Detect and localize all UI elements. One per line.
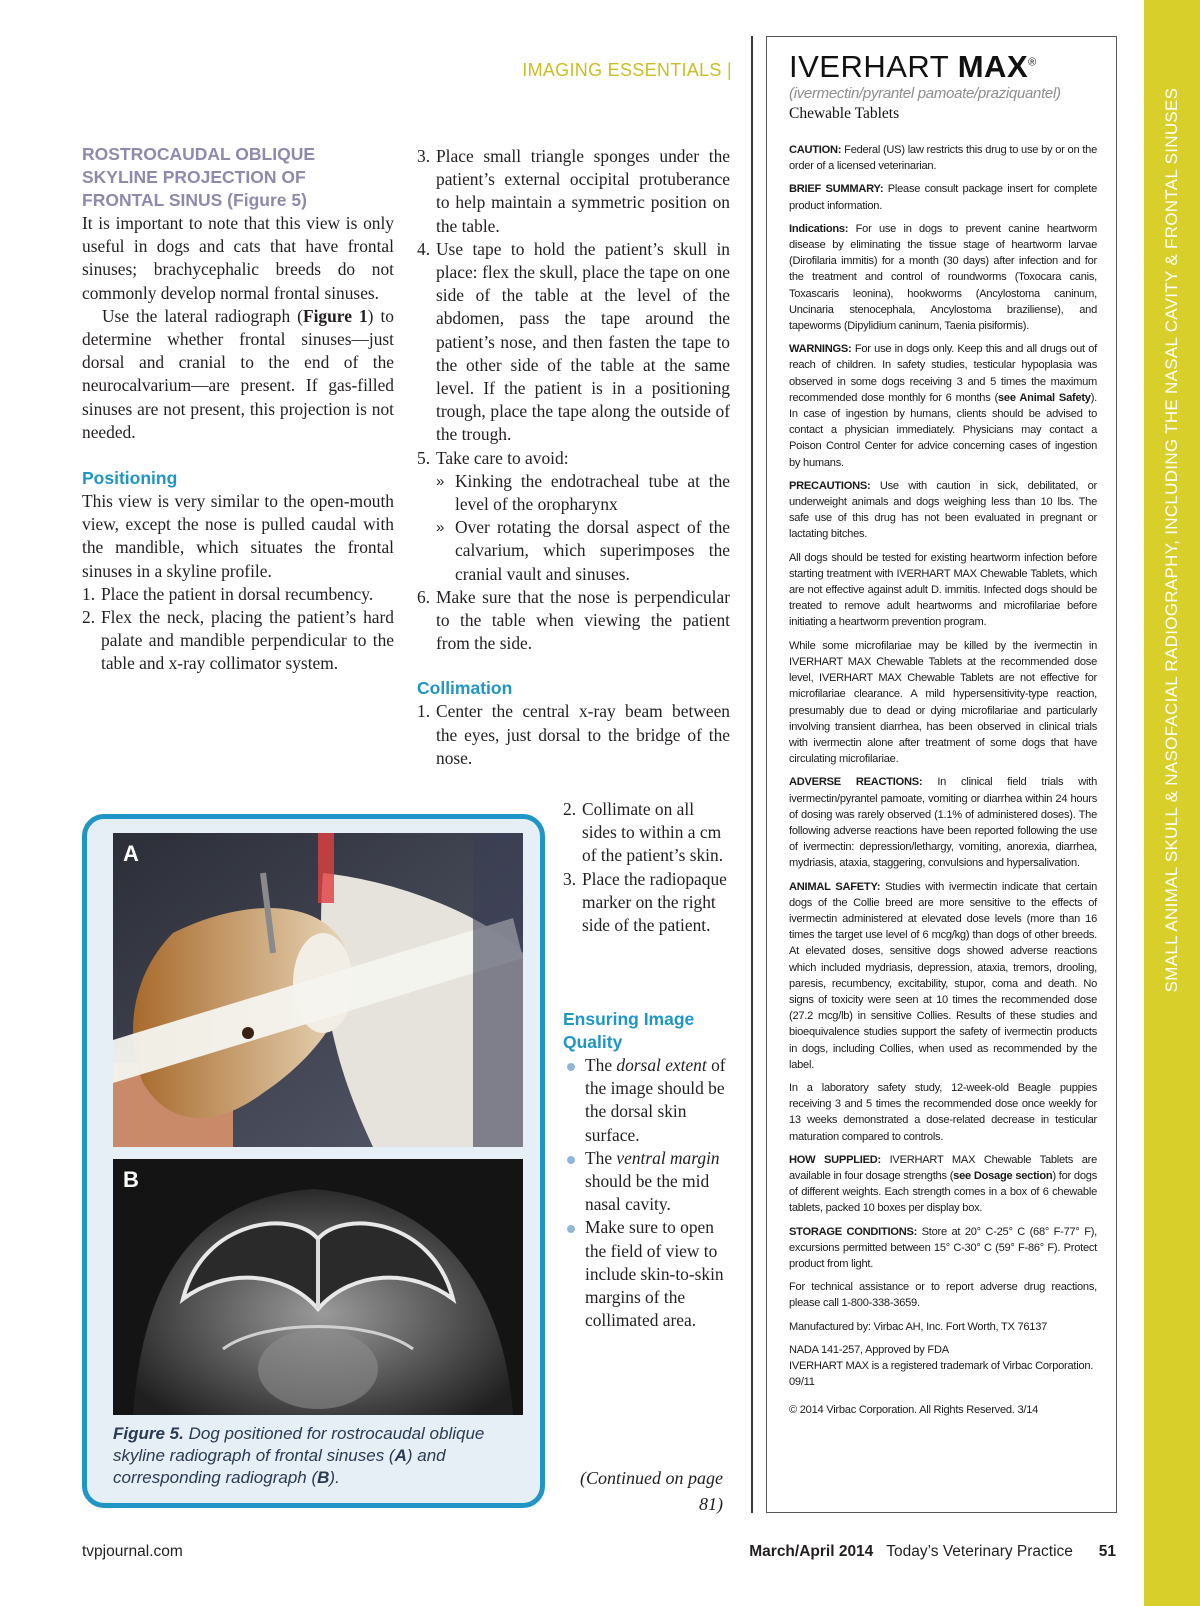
collimation-heading: Collimation [417, 678, 513, 699]
ad-label: WARNINGS: [789, 343, 852, 356]
list-item [436, 470, 730, 516]
step-text: Place small triangle sponges under the patient’s external occipital protuberance to help maintain a symmetric position on the table. [436, 146, 730, 236]
ad-microfilariae: While some microfilariae may be killed by the ivermectin in IVERHART MAX Chewable Tablets at the recommended dose level, IVERHART MAX Chewable Tablets are not effective for microfilariae clearance. A mild hypersensitivity-type reaction, presumably due to dead or dying microfilariae and particularly involving transient diarrhea, has been observed in clinical trials with ivermectin alone after treatment of some dogs that have circulating microfilariae. [789, 639, 1097, 766]
ad-caution [789, 142, 1097, 174]
bullet-marker: » [436, 519, 445, 537]
section-band-title: SMALL ANIMAL SKULL & NASOFACIAL RADIOGRAPHY, INCLUDING THE NASAL CAVITY & FRONTAL SINUSES [1162, 87, 1181, 993]
ad-beagle-study: In a laboratory safety study, 12-week-old Beagle puppies receiving 3 and 5 times the recommended dose once weekly for 13 weeks demonstrated a dose-related decrease in testicular maturation compared to controls. [789, 1081, 1097, 1143]
ad-text: Use with caution in sick, debilitated, or underweight animals and dogs weighing less than 10 lbs. The safe use of this drug has not been evaluated in pregnant or lactating bitches. [789, 479, 1097, 541]
step-number: 1. [82, 583, 96, 604]
positioning-paragraph: This view is very similar to the open-mouth view, except the nose is pulled caudal with the mandible, which situates the frontal sinuses in a skyline profile. [82, 491, 394, 581]
footer-issue-info [680, 1543, 1116, 1561]
ad-technical: For technical assistance or to report adverse drug reactions, please call 1-800-338-3659. [789, 1281, 1097, 1310]
collimation-steps-b [563, 798, 730, 937]
page-number: 51 [1098, 1543, 1116, 1560]
text-run: The [585, 1055, 617, 1075]
collimation-steps-a [417, 700, 730, 770]
ad-text: In clinical field trials with ivermectin/pyrantel pamoate, vomiting or diarrhea within 24 hours of dosing was rarely observed (1.1% of administered doses). The following adverse reactions have been reported following the use of ivermectin: depression/lethargy, vomiting, anorexia, diarrhea, mydriasis, ataxia, staggering, convulsions and hypersalivation. [789, 776, 1097, 870]
step-number: 5. [417, 447, 431, 468]
emphasis: ventral margin [616, 1147, 720, 1168]
list-item [82, 583, 394, 606]
figure-reference: Figure 1 [302, 305, 368, 326]
ad-text: For use in dogs to prevent canine heartworm disease by eliminating the tissue stage of heartworm larvae (Dirofilaria immitis) for a month (30 days) after infection and for the treatment and control of roundworms (Toxocara canis, Toxascaris leonina), hookworms (Ancylostoma caninum, Uncinaria stenocephala, Ancylostoma braziliense), and tapeworms (Dipylidium caninum, Taenia pisiformis). [789, 222, 1097, 333]
footer-issue: March/April 2014 [749, 1543, 874, 1560]
ad-text: Studies with ivermectin indicate that certain dogs of the Collie breed are more sensitive to the effects of ivermectin administered at elevated dose levels (more than 16 times the target use level of 6 mcg/kg) than dogs of other breeds. At elevated doses, sensitive dogs showed adverse reactions which included mydriasis, depression, ataxia, tremors, drooling, paresis, recumbency, excitability, stupor, coma and death. No signs of toxicity were seen at 10 times the recommended dose (27.2 mcg/lb) in sensitive Collies. Results of these studies and bioequivalence studies support the safety of ivermectin products in dogs, including Collies, when used as recommended by the label. [789, 880, 1097, 1071]
ad-adverse [789, 774, 1097, 871]
drug-ad-panel [766, 36, 1117, 1513]
list-item [82, 606, 394, 676]
step-text: Place the patient in dorsal recumbency. [101, 583, 374, 604]
text-run: should be the mid nasal cavity. [585, 1171, 710, 1215]
ad-label: Indications: [789, 222, 849, 235]
step-text: Place the radiopaque marker on the right side of the patient. [582, 868, 727, 936]
intro-paragraph: It is important to note that this view is only useful in dogs and cats that have frontal sinuses; brachycephalic breeds do not commonly develop normal frontal sinuses. [82, 213, 394, 303]
step-text: Collimate on all sides to within a cm of the patient’s skin. [582, 799, 724, 866]
ad-indications [789, 221, 1097, 334]
dog-positioning-photo [113, 833, 523, 1147]
step-number: 2. [82, 607, 96, 628]
step-number: 4. [417, 238, 431, 259]
step-text: Center the central x-ray beam between the eyes, just dorsal to the bridge of the nose. [436, 701, 730, 768]
positioning-steps-a [82, 583, 394, 676]
ad-text: IVERHART MAX Chewable Tablets are available in four dosage strengths ( [789, 1153, 1097, 1182]
bullet-dot [567, 1063, 575, 1071]
panel-label-a: A [123, 841, 139, 866]
ad-supplied [789, 1152, 1097, 1217]
list-item [563, 798, 730, 868]
section-title: ROSTROCAUDAL OBLIQUE SKYLINE PROJECTION OF FRONTAL SINUS (Figure 5) [82, 144, 316, 210]
skyline-radiograph [113, 1159, 523, 1415]
positioning-steps-b [417, 145, 730, 470]
bullet-text: Over rotating the dorsal aspect of the calvarium, which superimposes the cranial vault and sinuses. [455, 517, 730, 584]
step-number: 6. [417, 586, 431, 607]
list-item [563, 1147, 730, 1217]
ad-warnings [789, 341, 1097, 471]
ad-body [789, 142, 1097, 1426]
figure-photo-a [113, 833, 523, 1147]
footer-site-link[interactable]: tvpjournal.com [82, 1543, 183, 1560]
step-number: 3. [563, 868, 577, 889]
text-run: ) and corresponding radiograph ( [113, 1446, 446, 1487]
text-run: Use the lateral radiograph ( [102, 305, 303, 326]
step-text: Make sure that the nose is perpendicular to the table when viewing the patient from the side. [436, 586, 730, 654]
brand-text: IVERHART [789, 49, 958, 84]
avoid-list [436, 470, 730, 586]
list-item [417, 238, 730, 447]
step-number: 2. [563, 799, 577, 819]
ad-text-bold: see Dosage section [953, 1169, 1053, 1182]
list-item [417, 700, 730, 770]
ad-approval [789, 1342, 1097, 1391]
positioning-heading: Positioning [82, 468, 178, 489]
bullet-dot [567, 1225, 575, 1233]
list-item [417, 586, 730, 656]
list-item [563, 868, 730, 938]
step-number: 1. [417, 701, 431, 722]
figure-caption [113, 1423, 533, 1489]
panel-label-b: B [123, 1167, 139, 1192]
ad-precautions [789, 478, 1097, 543]
figure-5 [82, 814, 545, 1508]
ad-label: HOW SUPPLIED: [789, 1153, 881, 1166]
ad-label: ADVERSE REACTIONS: [789, 776, 923, 789]
text-run: Make sure to open the field of view to include skin-to-skin margins of the collimated area. [585, 1217, 724, 1331]
ad-brief [789, 181, 1097, 213]
ad-brand-logo [789, 49, 1037, 85]
ad-text: IVERHART MAX is a registered trademark of Virbac Corporation. [789, 1360, 1094, 1373]
section-header: IMAGING ESSENTIALS | [522, 60, 732, 80]
ad-label: PRECAUTIONS: [789, 479, 871, 492]
continued-note: (Continued on page 81) [580, 1468, 723, 1514]
ad-text-bold: see Animal Safety [998, 391, 1091, 404]
registered-mark: ® [1028, 56, 1037, 69]
text-run: ) to determine whether frontal sinuses—just dorsal and cranial to the end of the neurocalvarium—are present. If gas-filled sinuses are not present, this projection is not needed. [82, 305, 394, 442]
ad-text: Please consult package insert for complete product information. [789, 183, 1097, 212]
step-text: Flex the neck, placing the patient’s hard palate and mandible perpendicular to the table and x-ray collimator system. [101, 607, 394, 674]
brand-text-bold: MAX [957, 49, 1029, 84]
step-number: 3. [417, 146, 431, 166]
bullet-text: Kinking the endotracheal tube at the level of the oropharynx [455, 470, 730, 515]
bullet-marker: » [436, 472, 445, 490]
section-band [1144, 0, 1200, 1606]
text-run: of the image should be the dorsal skin surface. [585, 1055, 726, 1145]
ad-text: 09/11 [789, 1376, 815, 1389]
bullet-dot [567, 1156, 575, 1164]
footer-publication: Today’s Veterinary Practice [886, 1543, 1073, 1560]
step-text: Take care to avoid: [436, 447, 569, 468]
quality-list [563, 1054, 730, 1332]
list-item [417, 447, 730, 470]
ad-text: For use in dogs only. Keep this and all drugs out of reach of children. In safety studies, testicular hypoplasia was observed in some dogs receiving 3 and 5 times the maximum recommended dose monthly for 6 months ( [789, 343, 1097, 404]
figure-label: Figure 5. [113, 1424, 184, 1443]
text-run: Dog positioned for rostrocaudal oblique skyline radiograph of frontal sinuses ( [113, 1424, 485, 1465]
text-run: A [394, 1446, 407, 1465]
ad-label: CAUTION: [789, 144, 842, 156]
ad-text: NADA 141-257, Approved by FDA [789, 1343, 949, 1356]
ad-text: ) for dogs of different weights. Each strength comes in a box of 6 chewable tablets, packed 10 boxes per display box. [789, 1169, 1097, 1215]
ad-text: Store at 20° C-25° C (68° F-77° F), excursions permitted between 15° C-30° C (59° F-86° F). Protect product from light. [789, 1225, 1098, 1270]
positioning-steps-c [417, 586, 730, 656]
article-column-2 [417, 145, 730, 770]
ad-copyright: © 2014 Virbac Corporation. All Rights Reserved. 3/14 [789, 1404, 1039, 1417]
text-run: ). [329, 1468, 340, 1487]
ad-storage [789, 1224, 1097, 1273]
step-text: Use tape to hold the patient’s skull in place: flex the skull, place the tape on one side of the table at the level of the abdomen, pass the tape around the patient’s nose, and then fasten the tape to the other side of the table at the same level. If the patient is in a positioning trough, place the tape along the outside of the trough. [436, 238, 730, 445]
ad-testing: All dogs should be tested for existing heartworm infection before starting treatment with IVERHART MAX Chewable Tablets, which are not effective against adult D. immitis. Infected dogs should be treated to remove adult heartworms and microfilariae before initiating a heartworm prevention program. [789, 551, 1097, 629]
text-run: B [317, 1468, 330, 1487]
ad-manufacturer: Manufactured by: Virbac AH, Inc. Fort Worth, TX 76137 [789, 1320, 1048, 1333]
ad-text: ). In case of ingestion by humans, clients should be advised to contact a physician immediately. Physicians may contact a Poison Control Center for advice concerning cases of ingestion by humans. [789, 391, 1098, 469]
ad-safety [789, 879, 1097, 1073]
article-column-2-narrow [563, 798, 730, 937]
figure-photo-b [113, 1159, 523, 1415]
ad-divider [751, 36, 753, 1513]
list-item [417, 145, 730, 238]
quality-section [563, 1008, 730, 1332]
text-run: The [585, 1147, 617, 1168]
article-column-1 [82, 143, 394, 676]
ad-label: STORAGE CONDITIONS: [789, 1225, 918, 1238]
list-item [563, 1216, 730, 1332]
ad-dosage-form: Chewable Tablets [789, 105, 900, 122]
emphasis: dorsal extent [616, 1055, 707, 1075]
list-item [563, 1054, 730, 1147]
list-item [436, 516, 730, 586]
ad-label: ANIMAL SAFETY: [789, 880, 881, 893]
quality-heading: Ensuring Image Quality [563, 1009, 695, 1052]
ad-generic-name: (ivermectin/pyrantel pamoate/praziquantel) [789, 85, 1061, 102]
ad-text: Federal (US) law restricts this drug to use by or on the order of a licensed veterinarian. [789, 144, 1097, 173]
lateral-paragraph [82, 305, 394, 444]
ad-label: BRIEF SUMMARY: [789, 183, 884, 196]
